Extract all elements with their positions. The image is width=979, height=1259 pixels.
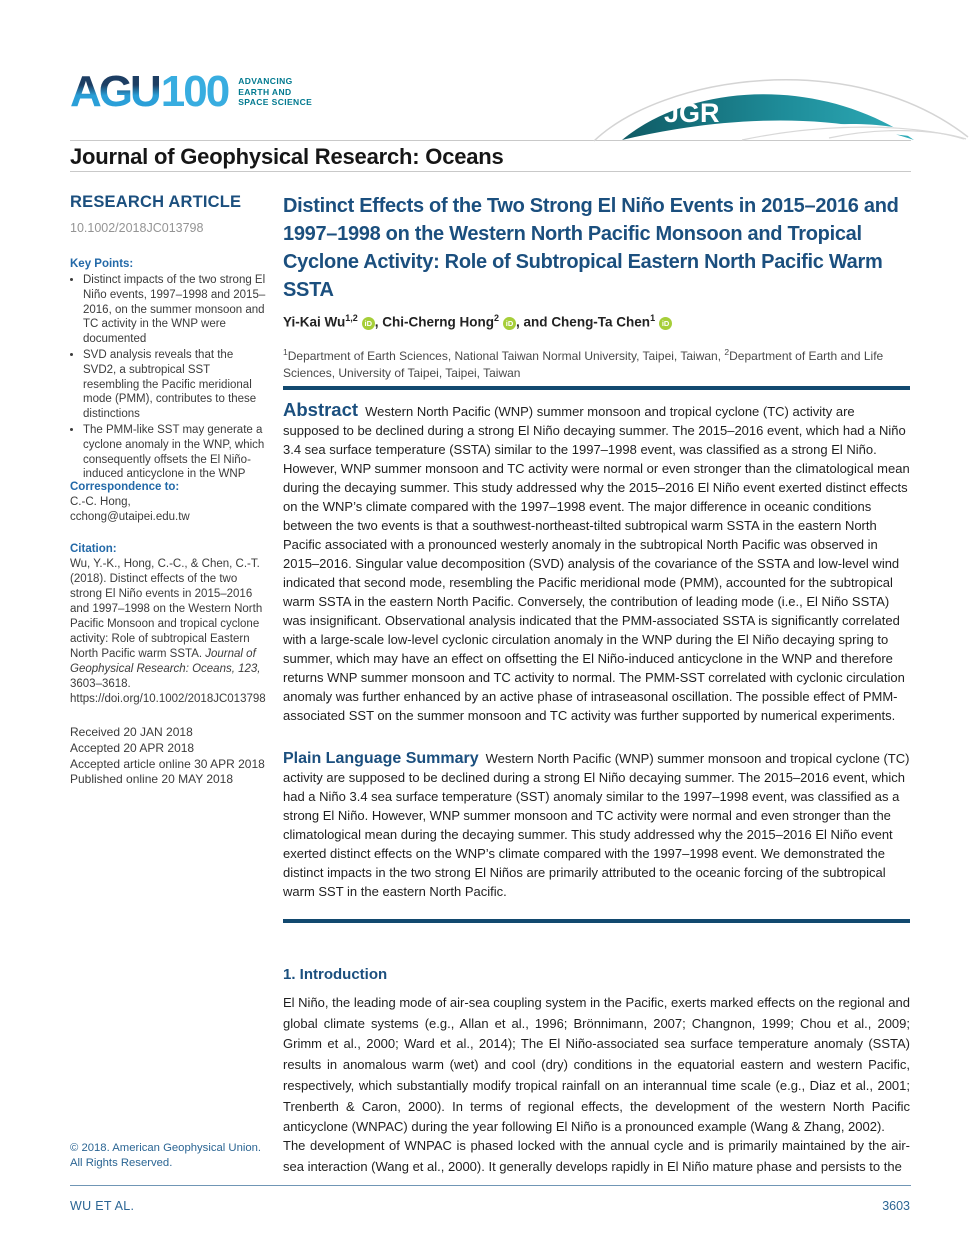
citation-text-doi: 3603–3618. https://doi.org/10.1002/2018JC013798 — [70, 678, 266, 705]
author-affiliation-sup: 2 — [494, 313, 500, 323]
header-bottom-rule — [70, 171, 911, 172]
author-separator: , — [374, 314, 383, 330]
correspondence-email[interactable]: cchong@utaipei.edu.tw — [70, 511, 190, 523]
plain-summary-heading: Plain Language Summary — [283, 750, 479, 767]
author-name: Yi-Kai Wu — [283, 314, 346, 330]
orcid-icon[interactable]: iD — [503, 317, 516, 330]
copyright-line1: © 2018. American Geophysical Union. — [70, 1142, 262, 1154]
history-received: Received 20 JAN 2018 — [70, 725, 193, 739]
introduction-heading: 1. Introduction — [283, 966, 388, 983]
key-points-list — [70, 273, 267, 482]
agu-tagline-line1: ADVANCING — [238, 76, 293, 87]
affiliation-sup-1: 1 — [283, 347, 288, 357]
abstract-text: Western North Pacific (WNP) summer monsoon and tropical cyclone (TC) activity are supposed to be declined during a strong El Niño decaying summer. The 2015–2016 event, which had a Niño 3.4 sea surface temperature (SSTA) similar to the 1997–1998 event, was classified as a strong El Niño. However, WNP summer monsoon and TC activity were normal or even stronger than the climatological mean during the decaying summer. This study addressed why the 2015–2016 El Niño event exerted distinct effects on the WNP’s climate compared with the 1997–1998 event. The major difference in oceanic conditions between the two events is that a southwest-northeast-tilted subtropical warm SSTA in the eastern North Pacific associated with a pronounced westerly anomaly in the subtropical North Pacific was observed in 2015–2016. Singular value decomposition (SVD) analysis of the covariance of the SSTA and low-level wind indicated that second mode, resembling the Pacific meridional mode (PMM), accounted for the subtropical warm SSTA in the eastern North Pacific. Conversely, the contribution of leading mode (i.e., El Niño SSTA) was insignificant. Observational analysis indicated that the PMM-associated SSTA is significantly correlated with a large-scale low-level cyclonic circulation anomaly in the WNP during the El Niño decaying spring to summer, which may have an effect on offsetting the El Niño-induced anticyclone in the WNP and therefore returns WNP summer monsoon and TC activity to normal. The PMM-SST correlated with cyclonic circulation anomaly was further enhanced by an active phase of intraseasonal oscillation. The possible effect of PMM-associated SST on the summer monsoon and TC activity was further supported by numerical experiments. — [283, 404, 910, 723]
affiliation-sup-2: 2 — [724, 347, 730, 357]
citation-text-main: Wu, Y.-K., Hong, C.-C., & Chen, C.-T. (2018). Distinct effects of the two strong El Niño events in 2015–2016 and 1997–1998 on the Western North Pacific Monsoon and tropical cyclone activity: Role of subtropical Eastern North Pacific warm SSTA. — [70, 558, 263, 660]
citation-text — [70, 557, 267, 707]
introduction-paragraph-1: El Niño, the leading mode of air-sea coupling system in the Pacific, exerts marked effects on the regional and global climate systems (e.g., Allan et al., 1996; Brönnimann, 2007; Changnon, 1999; Chou et al., 2009; Grimm et al., 2000; Ward et al., 2014); The El Niño-associated sea surface temperature anomaly (SSTA) results in anomalous warm (wet) and cool (dry) conditions in the equatorial eastern and western Pacific, respectively, which substantially modify tropical rainfall on an interannual time scale (e.g., Diaz et al., 2001; Trenberth & Caron, 2000). In terms of regional effects, the development of the western North Pacific anticyclone (WNPAC) during the year following El Niño is a pronounced example (Wang & Zhang, 2002). — [283, 995, 910, 1135]
jgr-swoosh-logo — [592, 60, 972, 144]
abstract-heading: Abstract — [283, 399, 359, 420]
key-points-block — [70, 258, 267, 483]
orcid-icon[interactable]: iD — [362, 317, 375, 330]
article-type-label: RESEARCH ARTICLE — [70, 193, 242, 211]
correspondence-heading: Correspondence to: — [70, 481, 180, 493]
agu-tagline-line3: SPACE SCIENCE — [238, 97, 313, 108]
affiliation-1: Department of Earth Sciences, National Taiwan Normal University, Taipei, Taiwan, — [287, 349, 725, 363]
author-affiliation-sup: 1,2 — [345, 313, 358, 323]
journal-title: Journal of Geophysical Research: Oceans — [70, 144, 504, 169]
jgr-logo-text: JGR — [664, 98, 720, 128]
affiliation-2: Department of Earth and Life Sciences, University of Taipei, Taipei, Taiwan — [283, 349, 884, 380]
page-number: 3603 — [882, 1199, 910, 1213]
key-point-item: • SVD analysis reveals that the SVD2, a subtropical SST resembling the Pacific meridional mode (PMM), contributes to these distinctions — [83, 348, 267, 422]
author-separator: , and — [516, 314, 552, 330]
key-point-item: • The PMM-like SST may generate a cyclone anomaly in the WNP, which consequently offsets the El Niño-induced anticyclone in the WNP — [83, 423, 267, 482]
agu-logo-tagline — [238, 76, 312, 108]
affiliations — [283, 344, 910, 382]
agu-logo — [70, 67, 313, 116]
key-points-heading: Key Points: — [70, 258, 134, 270]
history-accepted: Accepted 20 APR 2018 — [70, 740, 195, 755]
citation-block — [70, 543, 267, 707]
introduction-paragraph-2: The development of WNPAC is phased locked with the annual cycle and is primarily maintained by the air-sea interaction (Wang et al., 2000). It generally develops rapidly in El Niño mature phase and persists to the — [283, 1138, 910, 1174]
orcid-icon[interactable]: iD — [659, 317, 672, 330]
article-title: Distinct Effects of the Two Strong El Niño Events in 2015–2016 and 1997–1998 on the Western North Pacific Monsoon and Tropical Cyclone Activity: Role of Subtropical Eastern North Pacific Warm SSTA — [283, 195, 899, 301]
abstract-section — [283, 400, 910, 725]
history-published: Published online 20 MAY 2018 — [70, 772, 234, 787]
citation-heading: Citation: — [70, 543, 117, 555]
history-accepted-online: Accepted article online 30 APR 2018 — [70, 756, 265, 771]
key-point-item: • Distinct impacts of the two strong El Niño events, 1997–1998 and 2015–2016, on the summer monsoon and TC activity in the WNP were documented — [83, 273, 267, 347]
copyright-notice — [70, 1141, 267, 1171]
copyright-line2: All Rights Reserved. — [70, 1157, 173, 1169]
citation-text-journal: Journal of Geophysical Research: Oceans, 123, — [70, 648, 261, 675]
plain-summary-text: Western North Pacific (WNP) summer monsoon and tropical cyclone (TC) activity are supposed to be declined during a strong El Niño decaying summer. The 2015–2016 event, which had a Niño 3.4 sea surface temperature (SST) anomaly similar to the 1997–1998 event, was classified as a strong El Niño. However, WNP summer monsoon and TC activity were normal and even stronger than the climatological mean during the decaying summer. This study addressed why the 2015–2016 El Niño event exerted distinct effects on the WNP’s climate compared with the 1997–1998 event. We demonstrated the distinct impacts in the two strong El Niños are primarily attributed to the oceanic forcing of the subtropical warm SST in the eastern North Pacific. — [283, 751, 910, 899]
jgr-white-sweep — [710, 124, 926, 140]
author-name: Chi-Cherng Hong — [382, 314, 495, 330]
doi-label: 10.1002/2018JC013798 — [70, 221, 204, 235]
footer-rule — [70, 1185, 911, 1186]
author-name: Cheng-Ta Chen — [551, 314, 651, 330]
title-separator-rule — [283, 386, 910, 390]
agu-logo-word: AGU — [70, 67, 159, 116]
plain-language-summary-section — [283, 749, 910, 901]
author-list — [283, 313, 910, 330]
correspondence-block — [70, 481, 267, 525]
article-history-block — [70, 725, 267, 788]
correspondence-name: C.-C. Hong, — [70, 496, 131, 508]
summary-separator-rule — [283, 919, 910, 923]
agu-tagline-line2: EARTH AND — [238, 86, 292, 97]
author-affiliation-sup: 1 — [650, 313, 656, 323]
running-head-authors: WU ET AL. — [70, 1199, 135, 1213]
agu-logo-100: 100 — [160, 67, 229, 116]
